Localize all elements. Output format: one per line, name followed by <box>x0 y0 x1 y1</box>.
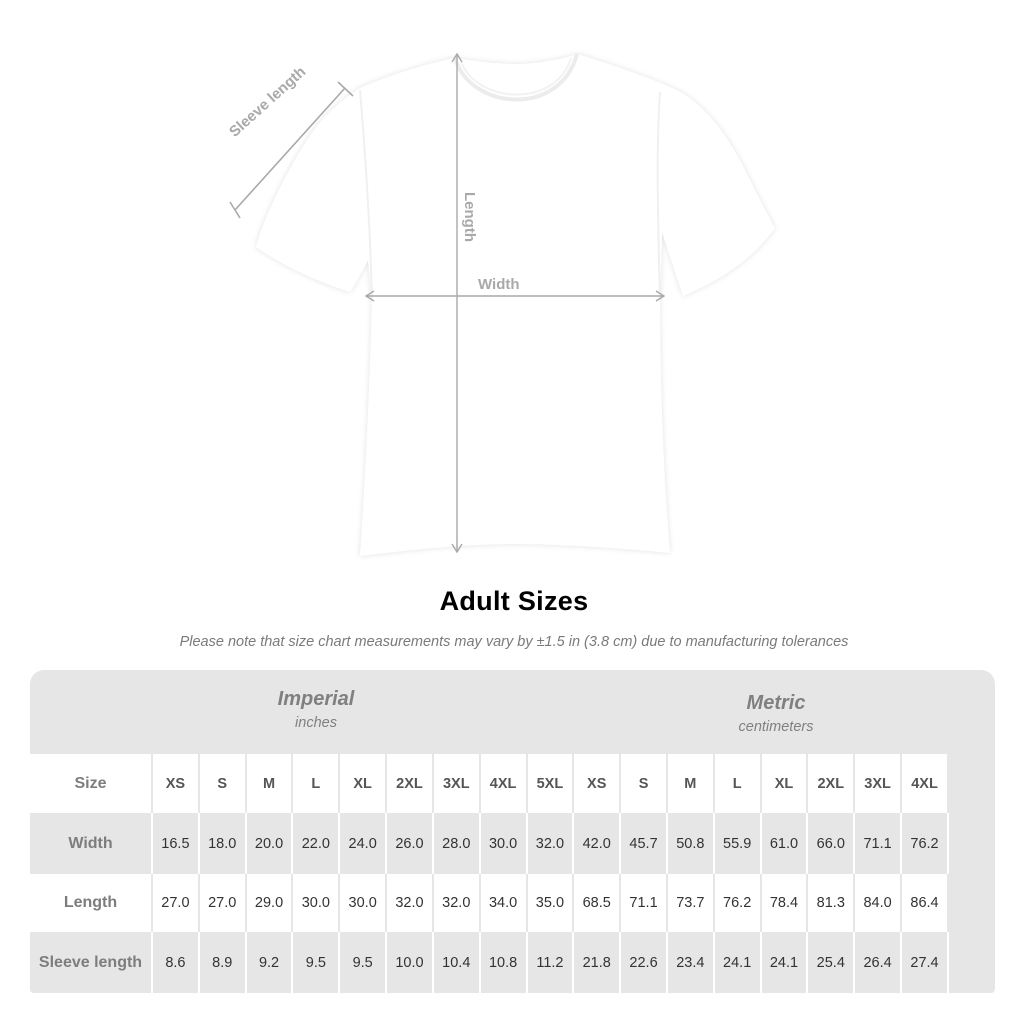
table-cell: 9.2 <box>246 932 293 993</box>
table-cell: 23.4 <box>667 932 714 993</box>
table-cell: 10.0 <box>386 932 433 993</box>
table-cell: 9.5 <box>292 932 339 993</box>
table-cell: 8.9 <box>199 932 246 993</box>
page-title: Adult Sizes <box>439 586 589 616</box>
imperial-header <box>216 688 416 731</box>
table-cell: 26.4 <box>854 932 901 993</box>
table-cell: 30.0 <box>480 813 527 874</box>
tolerance-note: Please note that size chart measurements may vary by ±1.5 in (3.8 cm) due to manufacturing tolerances <box>179 634 849 650</box>
metric-unit: centimeters <box>738 719 814 735</box>
table-cell: 2XL <box>807 754 854 813</box>
table-cell: 27.4 <box>901 932 948 993</box>
table-row-length <box>30 874 948 932</box>
table-cell: 20.0 <box>246 813 293 874</box>
table-cell: 71.1 <box>620 874 667 932</box>
table-cell: 32.0 <box>527 813 574 874</box>
table-cell: 55.9 <box>714 813 761 874</box>
table-cell: 71.1 <box>854 813 901 874</box>
table-cell: 16.5 <box>152 813 199 874</box>
row-header: Size <box>30 754 152 813</box>
imperial-title: Imperial <box>277 688 355 710</box>
table-cell: 22.0 <box>292 813 339 874</box>
table-row-width <box>30 813 948 874</box>
table-cell: S <box>199 754 246 813</box>
table-cell: 25.4 <box>807 932 854 993</box>
table-cell: 24.0 <box>339 813 386 874</box>
table-cell: XL <box>339 754 386 813</box>
table-cell: 76.2 <box>901 813 948 874</box>
table-cell: 61.0 <box>761 813 808 874</box>
table-cell: 3XL <box>854 754 901 813</box>
table-cell: 42.0 <box>573 813 620 874</box>
table-cell: 32.0 <box>433 874 480 932</box>
table-cell: 5XL <box>527 754 574 813</box>
table-cell: 10.8 <box>480 932 527 993</box>
table-cell: 50.8 <box>667 813 714 874</box>
table-cell: 2XL <box>386 754 433 813</box>
imperial-unit: inches <box>295 715 337 731</box>
table-cell: 21.8 <box>573 932 620 993</box>
row-header: Width <box>30 813 152 874</box>
table-cell: 45.7 <box>620 813 667 874</box>
table-cell: L <box>292 754 339 813</box>
table-cell: 4XL <box>901 754 948 813</box>
tshirt-shape <box>256 54 775 556</box>
table-cell: 86.4 <box>901 874 948 932</box>
table-cell: L <box>714 754 761 813</box>
table-cell: 24.1 <box>761 932 808 993</box>
table-cell: S <box>620 754 667 813</box>
table-cell: XL <box>761 754 808 813</box>
table-cell: 27.0 <box>152 874 199 932</box>
table-cell: 84.0 <box>854 874 901 932</box>
table-cell: 4XL <box>480 754 527 813</box>
table-cell: XS <box>152 754 199 813</box>
size-table <box>30 754 949 993</box>
table-cell: 66.0 <box>807 813 854 874</box>
table-cell: 78.4 <box>761 874 808 932</box>
size-chart <box>30 670 995 993</box>
table-row-size <box>30 754 948 813</box>
table-cell: 68.5 <box>573 874 620 932</box>
table-cell: 11.2 <box>527 932 574 993</box>
table-cell: 9.5 <box>339 932 386 993</box>
length-label: Length <box>461 192 478 242</box>
table-cell: 24.1 <box>714 932 761 993</box>
table-row-sleeve-length <box>30 932 948 993</box>
table-cell: M <box>246 754 293 813</box>
table-cell: XS <box>573 754 620 813</box>
metric-title: Metric <box>746 692 806 714</box>
table-cell: 28.0 <box>433 813 480 874</box>
metric-header <box>676 692 876 735</box>
width-label: Width <box>478 276 520 293</box>
table-cell: 10.4 <box>433 932 480 993</box>
table-cell: 81.3 <box>807 874 854 932</box>
table-cell: 30.0 <box>292 874 339 932</box>
table-cell: 27.0 <box>199 874 246 932</box>
table-cell: 3XL <box>433 754 480 813</box>
table-cell: 32.0 <box>386 874 433 932</box>
table-cell: 73.7 <box>667 874 714 932</box>
table-cell: 76.2 <box>714 874 761 932</box>
table-cell: 22.6 <box>620 932 667 993</box>
table-cell: 8.6 <box>152 932 199 993</box>
table-cell: 35.0 <box>527 874 574 932</box>
table-cell: 26.0 <box>386 813 433 874</box>
table-cell: 29.0 <box>246 874 293 932</box>
sleeve-length-label: Sleeve length <box>226 63 310 141</box>
table-cell: 30.0 <box>339 874 386 932</box>
table-cell: 18.0 <box>199 813 246 874</box>
row-header: Sleeve length <box>30 932 152 993</box>
table-cell: M <box>667 754 714 813</box>
table-cell: 34.0 <box>480 874 527 932</box>
row-header: Length <box>30 874 152 932</box>
